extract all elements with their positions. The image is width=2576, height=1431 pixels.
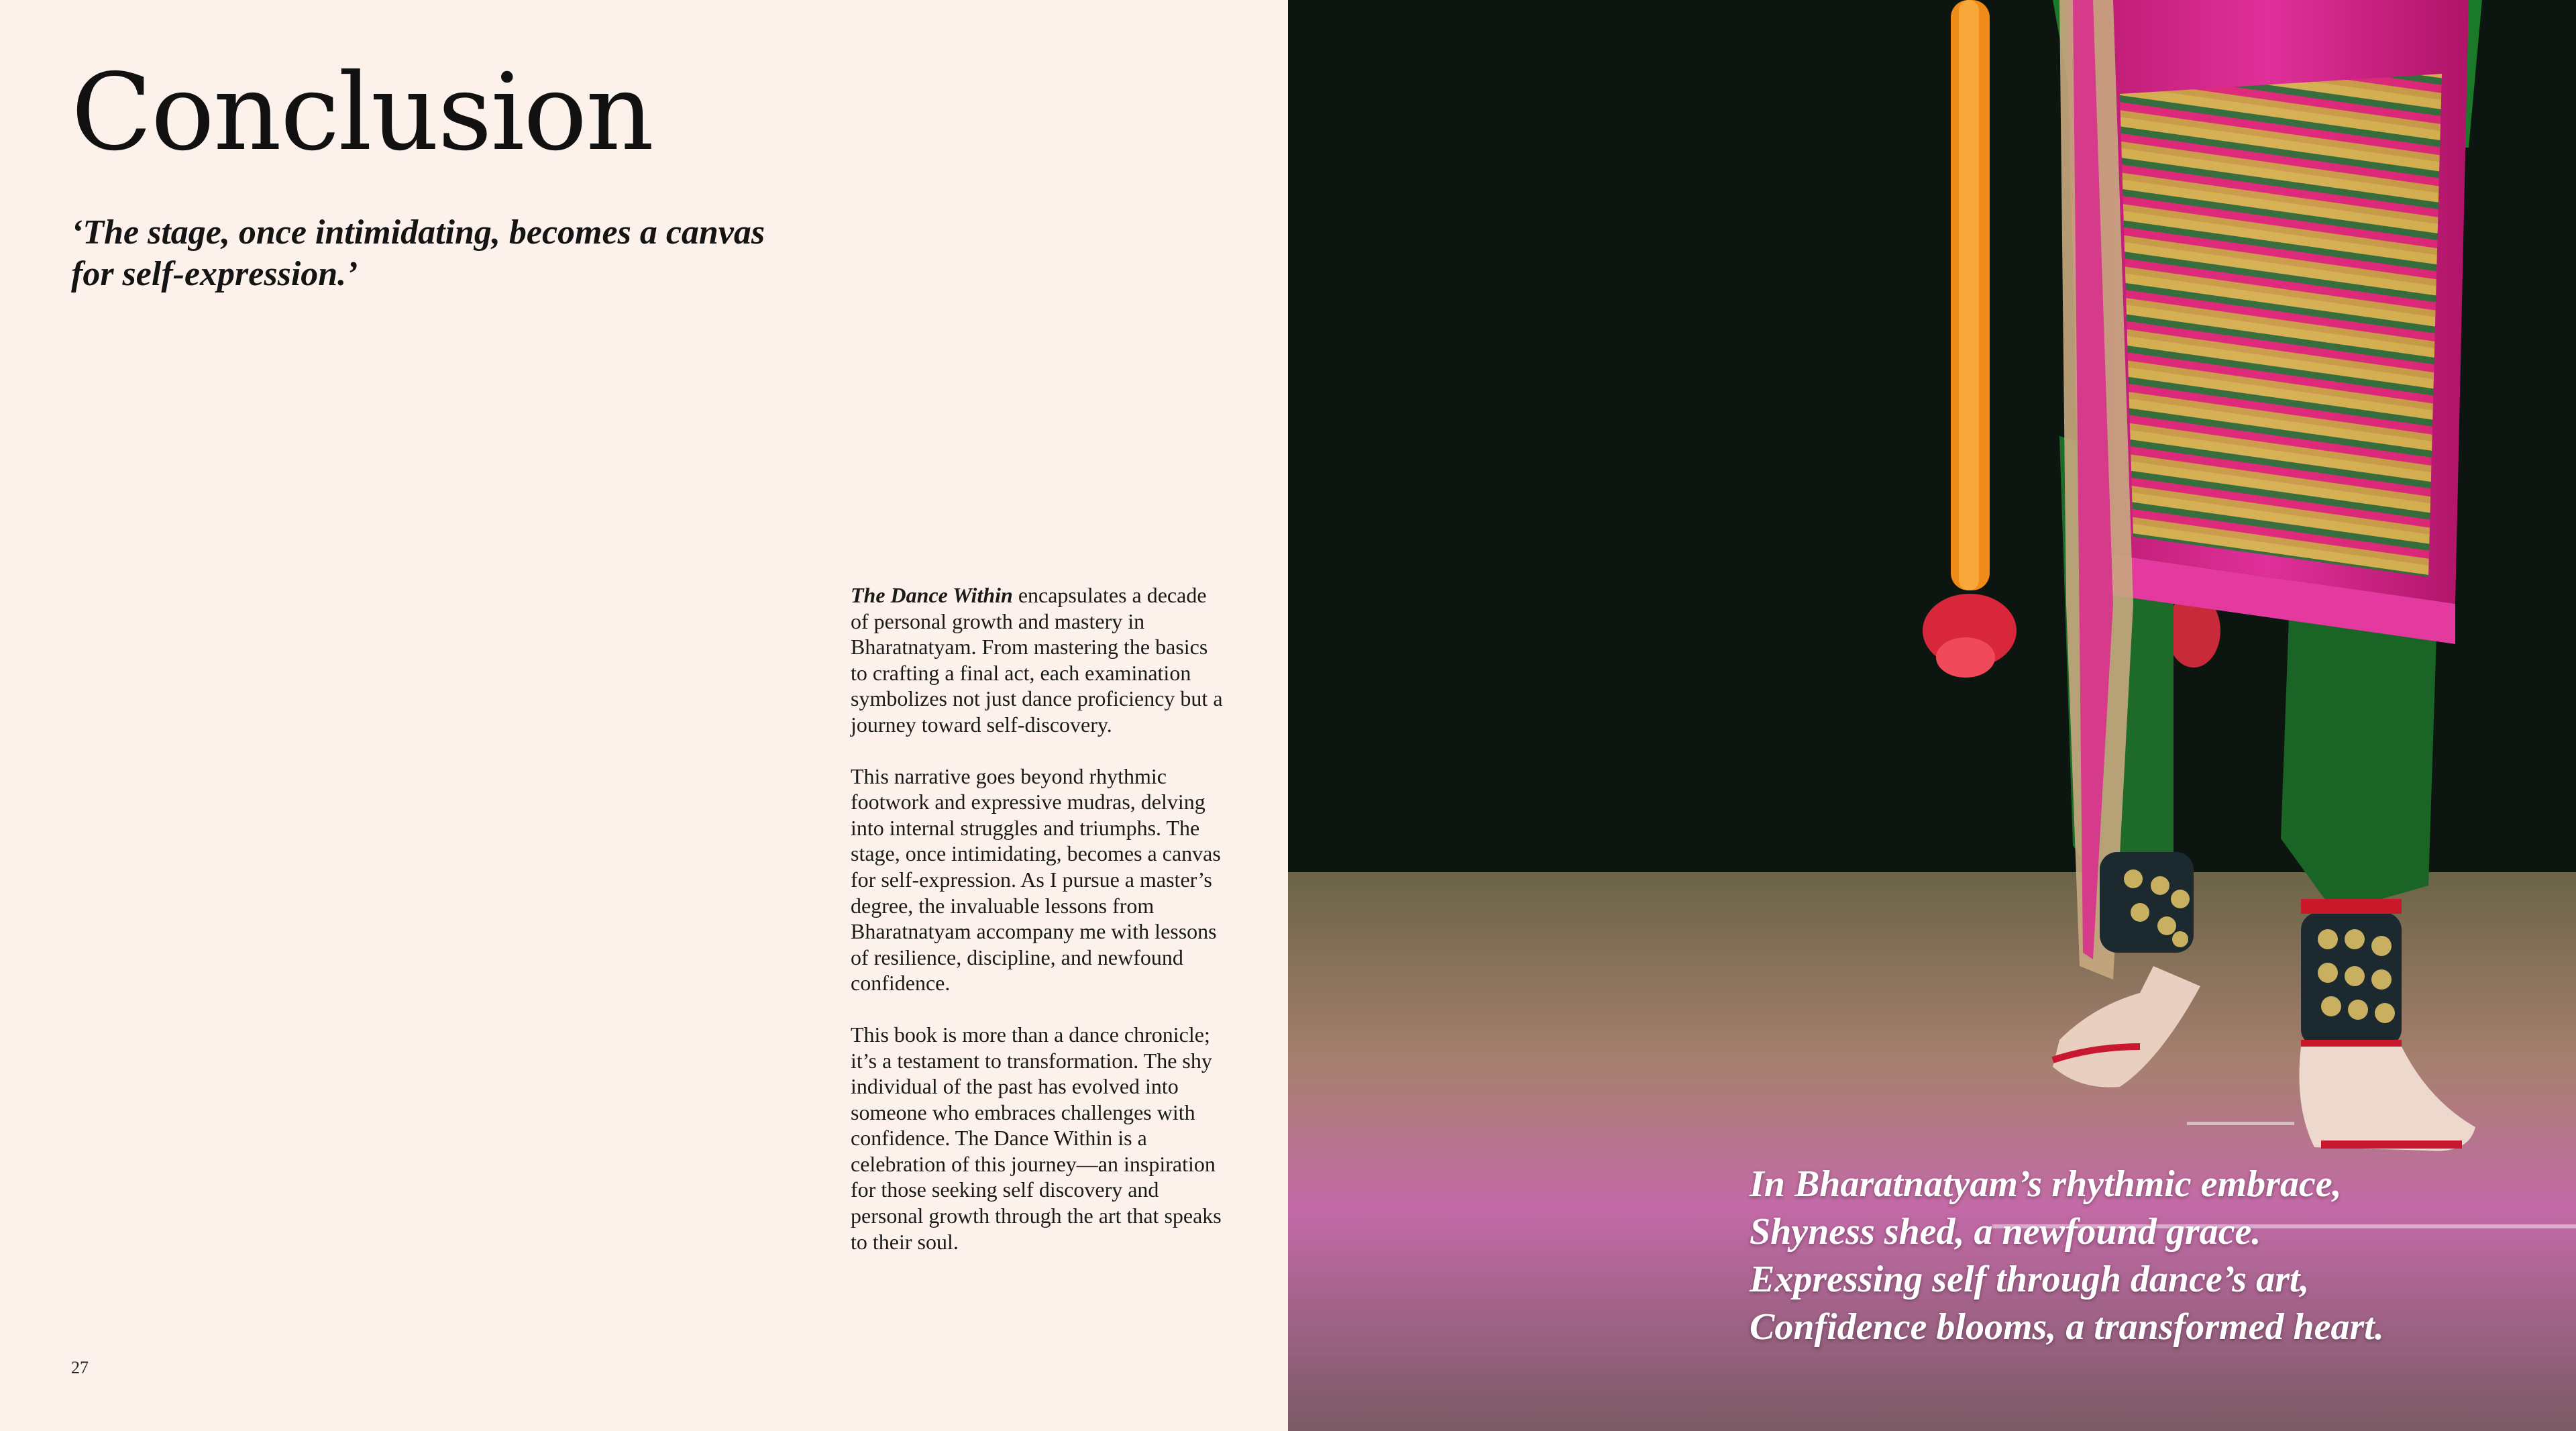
body-paragraph-3: This book is more than a dance chronicle; it’s a testament to transformation. The shy individual of the past has evolved into someone who embraces challenges with confidence. The Dance Within is a celebration of this journey—an inspiration for those seeking self discovery and personal growth through the art that speaks to their soul. [851, 1022, 1222, 1254]
poem [1750, 1161, 2555, 1351]
dancer-photo [1288, 0, 2576, 1431]
body-text-column [851, 582, 1226, 1280]
poem-line-3: Expressing self through dance’s art, [1750, 1259, 2310, 1300]
pull-quote: ‘The stage, once intimidating, becomes a canvas for self-expression.’ [71, 213, 765, 293]
book-title-emphasis: The Dance Within [851, 583, 1013, 607]
page-number: 27 [71, 1358, 89, 1377]
body-paragraph-1 [851, 582, 1226, 738]
page-title: Conclusion [71, 51, 653, 174]
body-paragraph-2: This narrative goes beyond rhythmic footwork and expressive mudras, delving into internal struggles and triumphs. The stage, once intimidating, becomes a canvas for self-expression. As I pursue a master’s degree, the invaluable lessons from Bharatnatyam accompany me with lessons of resilience, discipline, and newfound confidence. [851, 763, 1221, 996]
poem-line-4: Confidence blooms, a transformed heart. [1750, 1306, 2384, 1348]
body-paragraph-1-text: encapsulates a decade of personal growth and mastery in Bharatnatyam. From mastering the basics to crafting a final act, each examination symbolizes not just dance proficiency but a journey toward self-discovery. [851, 583, 1223, 737]
poem-line-2: Shyness shed, a newfound grace. [1750, 1211, 2261, 1253]
poem-line-1: In Bharatnatyam’s rhythmic embrace, [1750, 1163, 2342, 1205]
